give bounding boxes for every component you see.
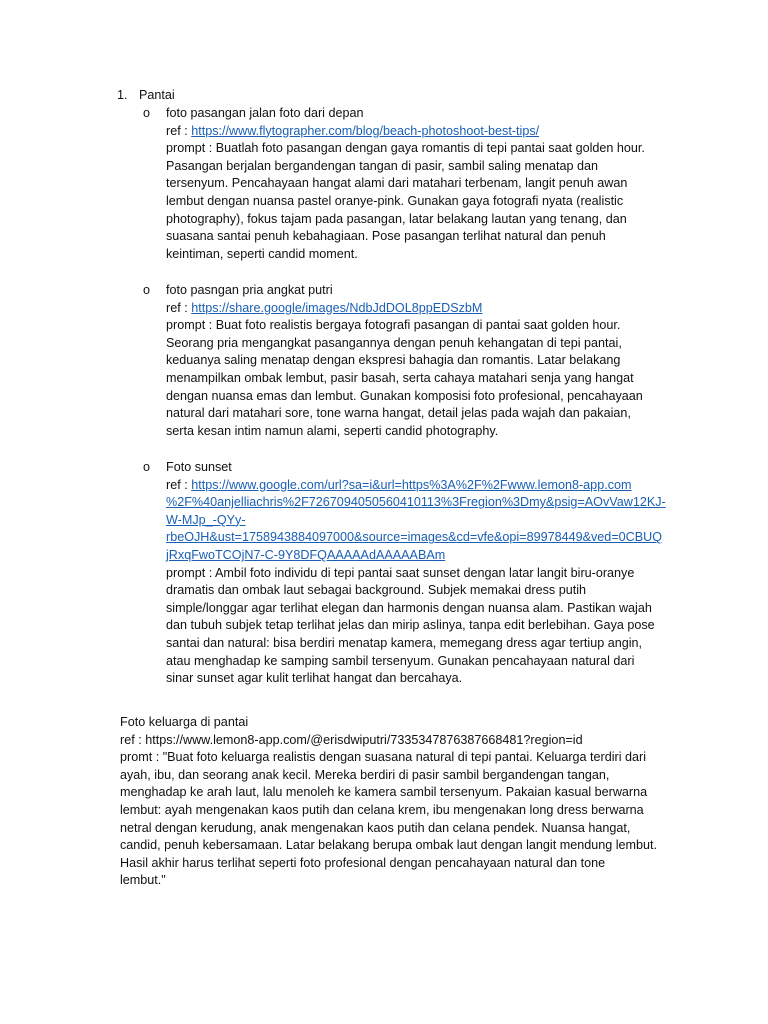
ref-link-continued[interactable]: %2F%40anjelliachris%2F7267094050560410113%3Fregion%3Dmy&psig=AOvVaw12KJ- [166, 495, 666, 510]
family-prompt-line: lembut." [120, 873, 166, 888]
section-title: Pantai [139, 88, 175, 102]
prompt-line: serta kesan intim namun alami, seperti candid photography. [166, 423, 499, 438]
ref-label: ref : [166, 477, 192, 492]
item-title: foto pasangan jalan foto dari depan [166, 106, 364, 120]
list-number: 1. [117, 88, 128, 102]
list-item-couple-walking [166, 105, 678, 263]
bullet-marker: o [143, 283, 151, 297]
ref-link-continued[interactable]: jRxqFwoTCOjN7-C-9Y8DFQAAAAAdAAAAABAm [166, 547, 446, 562]
family-prompt-line: candid, penuh kebersamaan. Latar belakang berupa ombak laut dengan langit mendung lembut. [120, 838, 658, 853]
family-prompt-line: netral dengan kerudung, anak mengenakan kaos putih dan celana pendek. Nuansa hangat, [120, 820, 631, 835]
prompt-line: atau menghadap ke samping sambil tersenyum. Gunakan pencahayaan natural dari [166, 653, 635, 668]
prompt-line: natural dari matahari sore, tone warna hangat, detail jelas pada wajah dan pakaian, [166, 406, 631, 421]
family-section [120, 714, 680, 890]
prompt-line: lembut dengan nuansa pastel oranye-pink. Gunakan gaya fotografi nyata (realistic [166, 193, 624, 208]
prompt-line: prompt : Buat foto realistis bergaya fotografi pasangan di pantai saat golden hour. [166, 318, 621, 333]
ref-link[interactable]: https://www.google.com/url?sa=i&url=https%3A%2F%2Fwww.lemon8-app.com [191, 477, 632, 492]
family-prompt-line: ayah, ibu, dan seorang anak kecil. Mereka berdiri di pasir sambil bergandengan tangan, [120, 767, 610, 782]
ref-link[interactable]: https://www.flytographer.com/blog/beach-photoshoot-best-tips/ [191, 123, 540, 138]
prompt-line: Seorang pria mengangkat pasangannya dengan penuh kehangatan di tepi pantai, [166, 335, 622, 350]
family-ref: ref : https://www.lemon8-app.com/@erisdwiputri/7335347876387668481?region=id [120, 732, 583, 747]
prompt-line: sinar sunset agar kulit terlihat hangat dan bercahaya. [166, 671, 463, 686]
prompt-line: Pasangan berjalan bergandengan tangan di pasir, sambil saling menatap dan [166, 158, 598, 173]
ref-line [166, 477, 678, 495]
prompt-line: santai dan natural: bisa berdiri menatap kamera, memegang dress agar tertiup angin, [166, 635, 643, 650]
prompt-line: dramatis dan ombak laut sebagai background. Subjek memakai dress putih [166, 583, 587, 598]
ref-link-continued[interactable]: W-MJp_-QYy- [166, 512, 246, 527]
family-prompt-line: Hasil akhir harus terlihat seperti foto profesional dengan pencahayaan natural dan tone [120, 855, 606, 870]
prompt-line: photography), fokus tajam pada pasangan, latar belakang lautan yang tenang, dan [166, 211, 627, 226]
prompt-line: dengan nuansa emas dan lembut. Gunakan komposisi foto profesional, pencahayaan [166, 388, 643, 403]
prompt-line: prompt : Buatlah foto pasangan dengan gaya romantis di tepi pantai saat golden hour. [166, 141, 645, 156]
item-title: foto pasngan pria angkat putri [166, 283, 333, 297]
list-item-couple-lift [166, 282, 678, 440]
ref-label: ref : [166, 300, 192, 315]
prompt-line: keintiman, seperti candid moment. [166, 246, 358, 261]
prompt-line: tersenyum. Pencahayaan hangat alami dari matahari terbenam, langit penuh awan [166, 176, 628, 191]
family-prompt-line: menghadap ke arah laut, lalu menoleh ke kamera sambil tersenyum. Pakaian kasual berwarna [120, 785, 648, 800]
bullet-marker: o [143, 106, 151, 120]
prompt-line: simple/longgar agar terlihat elegan dan harmonis dengan nuansa alam. Pastikan wajah [166, 600, 652, 615]
ref-link-continued[interactable]: rbeOJH&ust=1758943884097000&source=images&cd=vfe&opi=89978449&ved=0CBUQ [166, 530, 663, 545]
prompt-line: prompt : Ambil foto individu di tepi pantai saat sunset dengan latar langit biru-oranye [166, 565, 635, 580]
prompt-line: suasana santai penuh kebahagiaan. Pose pasangan terlihat natural dan penuh [166, 229, 606, 244]
ref-line [166, 300, 678, 318]
list-item-sunset [166, 459, 678, 688]
family-title: Foto keluarga di pantai [120, 715, 249, 729]
prompt-line: menampilkan ombak lembut, pasir basah, serta cahaya matahari senja yang hangat [166, 370, 634, 385]
prompt-line: keduanya saling menatap dengan ekspresi bahagia dan romantis. Latar belakang [166, 353, 621, 368]
ref-label: ref : [166, 123, 192, 138]
prompt-line: dan tubuh subjek tetap terlihat jelas dan mirip aslinya, tanpa edit berlebihan. Gaya pose [166, 618, 655, 633]
family-prompt-line: lembut: ayah mengenakan kaos putih dan celana krem, ibu mengenakan long dress berwarna [120, 802, 644, 817]
ref-line [166, 123, 678, 141]
item-title: Foto sunset [166, 460, 232, 474]
family-prompt-line: promt : "Buat foto keluarga realistis dengan suasana natural di tepi pantai. Keluarga terdiri dari [120, 750, 647, 765]
bullet-marker: o [143, 460, 151, 474]
ref-link[interactable]: https://share.google/images/NdbJdDOL8ppEDSzbM [191, 300, 483, 315]
